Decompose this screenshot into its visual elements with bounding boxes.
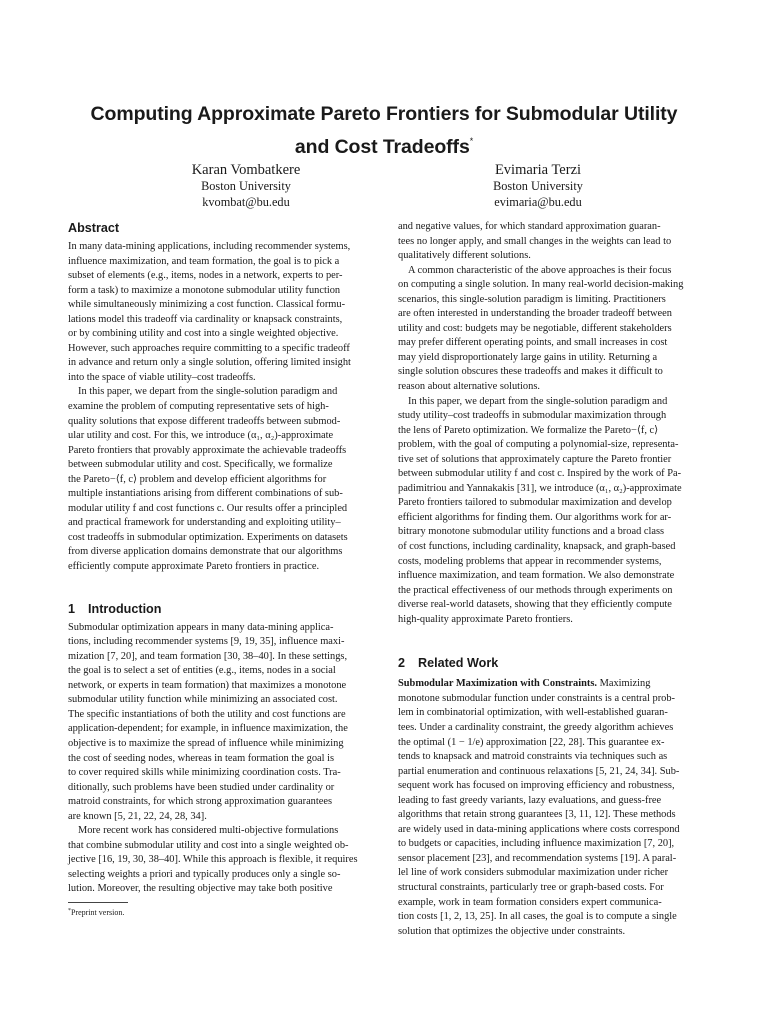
text-line: Pareto frontiers that provably approximate the achievable tradeoffs [68, 444, 347, 456]
author-name: Karan Vombatkere [191, 162, 301, 178]
text-line: selecting weights a priori and typically produces only a single so- [68, 868, 341, 880]
related-work-heading: 2 Related Work [398, 656, 499, 671]
author-email: kvombat@bu.edu [202, 194, 290, 209]
abstract-paragraph-2 [68, 385, 389, 574]
text-line: application-dependent; for example, in influence maximization, the [68, 723, 348, 735]
text-line: of cost functions, including cardinality, knapsack, and graph-based [398, 541, 676, 553]
text-line: Pareto frontiers tailored to submodular maximization and develop [398, 497, 672, 509]
text-line: efficiently compute approximate Pareto frontiers in practice. [68, 561, 320, 573]
text-line: lem in combinatorial optimization, with well-established guaran- [398, 707, 668, 719]
text-line: monotone submodular function under constraints is a central prob- [398, 692, 676, 704]
text-line: while simultaneously minimizing a cost function. Classical formu- [68, 299, 346, 311]
author-affiliation: Boston University [201, 179, 291, 193]
text-line: cost tradeoffs in submodular optimization. Experiments on datasets [68, 531, 348, 543]
text-line: objective is to maximize the spread of influence while minimizing [68, 737, 344, 749]
author-email: evimaria@bu.edu [494, 194, 582, 209]
intro-paragraph-2 [68, 824, 389, 897]
text-line: example, work in team formation considers expert communica- [398, 896, 662, 908]
text-line: to budgets or capacities, including influence maximization [7, 20], [398, 838, 675, 850]
text-line: are known [5, 21, 22, 24, 28, 34]. [68, 810, 207, 822]
text-line: the goal is to select a set of entities (e.g., items, nodes in a social [68, 665, 336, 677]
text-line: In many data-mining applications, including recommender systems, [68, 241, 351, 252]
text-line: the Pareto−⟨f, c⟩ problem and develop efficient algorithms for [68, 473, 327, 485]
text-line: efficient algorithms for finding them. Our algorithms work for ar- [398, 511, 672, 523]
text-line: ditionally, such problems have been studied under cardinality or [68, 781, 335, 793]
text-line: or by combining utility and cost into a single weighted objective. [68, 328, 339, 340]
author-name: Evimaria Terzi [494, 162, 582, 178]
author-block-2 [422, 161, 654, 210]
text-line: lel line of work considers submodular maximization under richer [398, 867, 669, 879]
text-line: utility and cost: budgets may be negotiable, different stakeholders [398, 322, 672, 334]
text-line: sensor placement [23], and recommendation systems [19]. A paral- [398, 852, 677, 864]
footnote: *Preprint version. [68, 908, 125, 917]
text-line: The specific instantiations of both the utility and cost functions are [68, 708, 346, 720]
intro-paragraph-5 [398, 395, 701, 628]
text-line: multiple instantiations arising from different combinations of sub- [68, 488, 343, 500]
text-line: may prefer different operating points, and small increases in cost [398, 337, 668, 349]
text-line: may yield disproportionately large gains in utility. Returning a [398, 351, 658, 363]
text-line: tends to knapsack and matroid constraints via techniques such as [398, 751, 668, 763]
text-line: are widely used in data-mining applications where costs correspond [398, 823, 680, 835]
text-line: lations model this tradeoff via cardinality or knapsack constraints, [68, 313, 343, 325]
text-line: ular utility and cost. For this, we introduce (α₁, α₂)-approximate [68, 430, 334, 442]
abstract-heading: Abstract [68, 221, 120, 235]
left-column [68, 220, 389, 897]
text-line: However, such approaches require committing to a specific tradeoff [68, 342, 350, 354]
text-line: tions, including recommender systems [9, 19, 35], influence maxi- [68, 636, 345, 648]
introduction-heading: 1 Introduction [68, 601, 162, 616]
intro-paragraph-1 [68, 621, 389, 825]
text-line: scenarios, this single-solution paradigm is limiting. Practitioners [398, 293, 666, 305]
text-line: into the space of viable utility–cost tradeoffs. [68, 371, 256, 383]
text-line: influence maximization, and team formation, the goal is to pick a [68, 255, 340, 267]
text-line: sequent work has focused on improving efficiency and robustness, [398, 780, 675, 792]
text-line: examine the problem of computing representative sets of high- [68, 401, 329, 413]
section-number: 1 [68, 601, 76, 616]
text-line: between submodular utility and cost. Specifically, we formalize [68, 459, 333, 471]
text-line: in advance and return only a single solution, offering limited insight [68, 357, 351, 369]
text-line: modular utility f and cost functions c. Our results offer a principled [68, 502, 348, 514]
text-line: single solution obscures these tradeoffs and makes it difficult to [398, 366, 663, 378]
text-line: tive set of solutions that approximately capture the Pareto frontier [398, 453, 672, 465]
text-line: are often interested in understanding the broader tradeoff between [398, 308, 672, 320]
text-line: from diverse application domains demonstrate that our algorithms [68, 546, 343, 558]
text-line: subset of elements (e.g., items, nodes in a network, experts to per- [68, 270, 343, 282]
text-line: problem, with the goal of computing a polynomial-size, representa- [398, 439, 679, 451]
text-line: high-quality approximate Pareto frontiers. [398, 613, 573, 625]
text-line: network, or experts in team formation) that maximizes a monotone [68, 679, 347, 691]
text-line: between submodular utility f and cost c. Inspired by the work of Pa- [398, 468, 682, 480]
text-line: mization [7, 20], and team formation [30, 38–40]. In these settings, [68, 650, 348, 662]
right-column [398, 220, 701, 939]
text-line: solution that optimizes the objective under constraints. [398, 925, 626, 937]
text-line: costs, modeling problems that appear in recommender systems, [398, 555, 662, 567]
text-line: In this paper, we depart from the single-solution paradigm and [408, 395, 668, 407]
text-line: influence maximization, and team formation. We also demonstrate [398, 570, 675, 582]
text-line: to cover required skills while minimizing coordination costs. Tra- [68, 767, 341, 779]
intro-paragraph-3 [398, 220, 701, 264]
title-footnote-mark: * [469, 136, 474, 146]
text-line: diverse real-world datasets, showing that they efficiently compute [398, 599, 672, 611]
text-line: the practical effectiveness of our methods through experiments on [398, 584, 673, 596]
text-line: lution. Moreover, the resulting objective may take both positive [68, 883, 333, 895]
text-line: A common characteristic of the above approaches is their focus [408, 264, 672, 276]
text-line: leading to fast greedy variants, lazy evaluations, and guess-free [398, 794, 662, 806]
text-line: Submodular optimization appears in many data-mining applica- [68, 621, 334, 633]
text-line: reason about alternative solutions. [398, 381, 540, 393]
paper-title [40, 101, 728, 161]
text-line: algorithms that retain strong guarantees [3, 11, 12]. These methods [398, 809, 676, 821]
title-line-2: and Cost Tradeoffs* [294, 136, 474, 158]
author-block-1 [130, 161, 362, 210]
text-line: the optimal (1 − 1/e) approximation [22, 28]. This guarantee ex- [398, 736, 665, 748]
text-line: More recent work has considered multi-objective formulations [78, 825, 339, 837]
abstract-paragraph-1 [68, 240, 389, 385]
author-affiliation: Boston University [493, 179, 583, 193]
text-line: study utility–cost tradeoffs in submodular maximization through [398, 410, 667, 422]
text-line: matroid constraints, for which strong approximation guarantees [68, 796, 333, 808]
text-line: that combine submodular utility and cost into a single weighted ob- [68, 839, 349, 851]
text-line: padimitriou and Yannakakis [31], we introduce (α₁, α₂)-approximate [398, 482, 682, 494]
text-line: on computing a single solution. In many real-world decision-making [398, 279, 684, 291]
text-line: submodular utility function while minimizing an associated cost. [68, 694, 338, 706]
intro-paragraph-4 [398, 264, 701, 395]
text-line: tees. Under a cardinality constraint, the greedy algorithm achieves [398, 721, 674, 733]
text-line: In this paper, we depart from the single-solution paradigm and [78, 386, 338, 398]
title-line-1: Computing Approximate Pareto Frontiers for Submodular Utility [90, 103, 678, 125]
text-line: bitrary monotone submodular utility functions and a broad class [398, 526, 665, 538]
text-line: and negative values, for which standard approximation guaran- [398, 221, 661, 232]
related-paragraph-1: Submodular Maximization with Constraints. Maximizing monotone submodular function under constraints is a central prob- lem in combinatorial optimization, with well-established guaran- tees. Under a cardinality constraint, the greedy algorithm achieves the optimal (1 − 1/e) approximation [22, 28]. This guarantee ex- tends to knapsack and matroid constraints via techniques such as partial enumeration and continuous relaxations [5, 21, 24, 34]. Sub- sequent work has focused on improving efficiency and robustness, leading to fast greedy variants, lazy evaluations, and guess-free algorithms that retain strong guarantees [3, 11, 12]. These methods are widely used in data-mining applications where costs correspond to budgets or capacities, including influence maximization [7, 20], sensor placement [23], and recommendation systems [19]. A paral- lel line of work considers submodular maximization under richer structural constraints, particularly tree or graph-based costs. For example, work in team formation considers expert communica- tion costs [1, 2, 13, 25]. In all cases, the goal is to compute a single solution that optimizes the objective under constraints. [398, 677, 701, 939]
text-line: tees no longer apply, and small changes in the weights can lead to [398, 235, 672, 247]
text-line: structural constraints, particularly tree or graph-based costs. For [398, 881, 664, 893]
section-number: 2 [398, 656, 406, 671]
text-line: tion costs [1, 2, 13, 25]. In all cases, the goal is to compute a single [398, 911, 677, 923]
text-line: the cost of seeding nodes, whereas in team formation the goal is [68, 752, 335, 764]
text-line: partial enumeration and continuous relaxations [5, 21, 24, 34]. Sub- [398, 765, 680, 777]
text-line: form a task) to maximize a monotone submodular utility function [68, 284, 341, 296]
footnote-rule [68, 902, 128, 903]
text-line: the lens of Pareto optimization. We formalize the Pareto−⟨f, c⟩ [398, 424, 659, 436]
text-line: quality solutions that expose different tradeoffs between submod- [68, 415, 341, 427]
text-line: jective [16, 19, 30, 38–40]. While this approach is flexible, it requires [68, 854, 358, 866]
text-line: qualitatively different solutions. [398, 250, 531, 262]
text-line: and practical framework for understanding and exploiting utility– [68, 517, 341, 529]
related-lead-in: Submodular Maximization with Constraints. [398, 678, 597, 690]
